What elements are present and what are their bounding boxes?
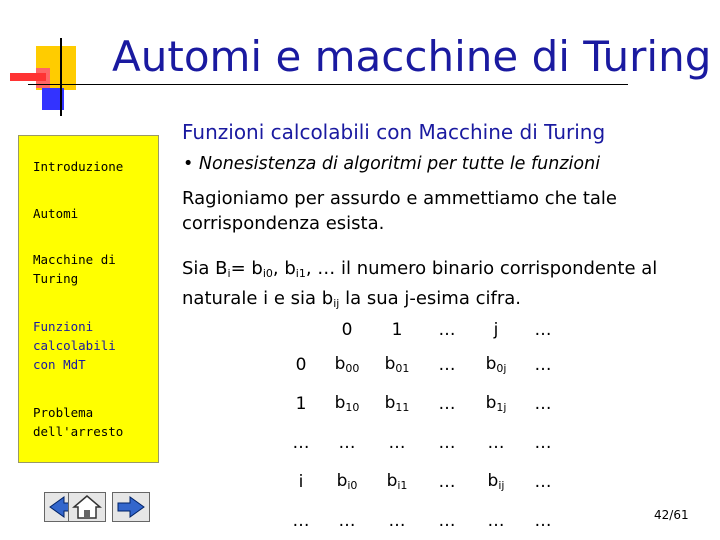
table-cell [472, 345, 520, 384]
table-cell [372, 501, 422, 540]
para-subscript: i0 [262, 267, 273, 280]
table-cell [372, 462, 422, 501]
table-cell [322, 462, 372, 501]
cell-base: … [534, 354, 552, 375]
cell-subscript: ij [498, 479, 505, 492]
table-cell [422, 462, 472, 501]
table-cell [372, 345, 422, 384]
table-cell [422, 345, 472, 384]
row-header: 0 [295, 354, 307, 375]
para-subscript: i [227, 267, 231, 280]
sidebar-item-automi[interactable]: Automi [33, 206, 79, 221]
sidebar-item-introduzione[interactable]: Introduzione [33, 159, 124, 174]
cell-base: … [438, 393, 456, 414]
cell-subscript: 0j [496, 362, 507, 375]
table-corner-cell [280, 314, 322, 345]
cell-base: b [386, 471, 398, 491]
bullet-text: Nonesistenza di algoritmi per tutte le funzioni [198, 154, 601, 174]
row-header: i [298, 471, 304, 492]
sidebar [18, 135, 159, 463]
table-row [280, 462, 566, 501]
cell-base: … [487, 432, 505, 453]
table-cell [520, 501, 566, 540]
cell-base: b [485, 393, 497, 413]
column-header: 0 [341, 319, 353, 340]
para-text: = b [230, 258, 263, 279]
page-number: 42/61 [654, 508, 689, 522]
table-cell [322, 423, 372, 462]
para-text: , b [272, 258, 296, 279]
forward-arrow-icon [116, 495, 146, 519]
cell-base: … [388, 432, 406, 453]
cell-base: … [438, 471, 456, 492]
row-header: … [292, 510, 310, 531]
logo-vertical-line [60, 38, 62, 116]
cell-base: b [336, 471, 348, 491]
cell-base: … [438, 432, 456, 453]
table-cell [322, 345, 372, 384]
logo-red-bar [10, 73, 46, 81]
cell-base: … [338, 510, 356, 531]
cell-base: … [534, 510, 552, 531]
table-row [280, 423, 566, 462]
column-header: … [438, 319, 456, 340]
table-cell [472, 462, 520, 501]
cell-base: … [438, 510, 456, 531]
cell-subscript: 00 [345, 362, 360, 375]
para-text: la sua j-esima cifra. [339, 288, 521, 309]
cell-subscript: 10 [345, 401, 360, 414]
para-text: Sia B [182, 258, 228, 279]
row-header: … [292, 432, 310, 453]
binary-digit-table [280, 314, 566, 540]
cell-base: b [485, 354, 497, 374]
cell-base: … [534, 471, 552, 492]
cell-base: b [334, 354, 346, 374]
table-cell [472, 423, 520, 462]
cell-subscript: 11 [395, 401, 410, 414]
cell-subscript: 01 [395, 362, 410, 375]
paragraph-definition [182, 256, 702, 316]
table-cell [520, 423, 566, 462]
row-header: 1 [295, 393, 307, 414]
section-subtitle: Funzioni calcolabili con Macchine di Turing [182, 120, 606, 144]
bullet-point [183, 154, 600, 174]
table-cell [372, 384, 422, 423]
table-cell [472, 384, 520, 423]
table-cell [472, 501, 520, 540]
para-subscript: ij [333, 297, 340, 310]
table-row [280, 501, 566, 540]
para-subscript: i1 [295, 267, 306, 280]
cell-base: b [384, 393, 396, 413]
sidebar-item-macchine-di-turing[interactable]: Macchine di Turing [33, 252, 116, 286]
table-cell [520, 345, 566, 384]
cell-base: b [384, 354, 396, 374]
cell-subscript: 1j [496, 401, 507, 414]
cell-subscript: i1 [397, 479, 408, 492]
sidebar-item-problema-arresto[interactable]: Problema dell'arresto [33, 405, 124, 439]
table-cell [322, 384, 372, 423]
table-cell [422, 423, 472, 462]
column-header: j [493, 319, 499, 340]
table-cell [520, 384, 566, 423]
para-text: , … il numero binario corrispondente al naturale i e sia b [182, 258, 658, 309]
table-row [280, 345, 566, 384]
cell-base: … [338, 432, 356, 453]
table-cell [372, 423, 422, 462]
sidebar-item-funzioni-calcolabili[interactable]: Funzioni calcolabili con MdT [33, 319, 116, 372]
table-cell [422, 501, 472, 540]
column-header: 1 [391, 319, 403, 340]
paragraph-assurdo: Ragioniamo per assurdo e ammettiamo che tale corrispondenza esista. [182, 188, 617, 234]
table-header-row [280, 314, 566, 345]
slide-title: Automi e macchine di Turing [112, 32, 712, 81]
table-cell [422, 384, 472, 423]
table-row [280, 384, 566, 423]
cell-base: … [388, 510, 406, 531]
cell-base: … [534, 393, 552, 414]
cell-base: … [487, 510, 505, 531]
table-cell [520, 462, 566, 501]
title-underline [28, 84, 628, 85]
column-header: … [534, 319, 552, 340]
home-button[interactable] [68, 492, 106, 522]
home-icon [72, 494, 102, 520]
cell-base: … [438, 354, 456, 375]
table-cell [322, 501, 372, 540]
cell-base: … [534, 432, 552, 453]
forward-button[interactable] [112, 492, 150, 522]
cell-base: b [334, 393, 346, 413]
bullet-mark: • [183, 154, 194, 174]
cell-subscript: i0 [347, 479, 358, 492]
cell-base: b [487, 471, 499, 491]
